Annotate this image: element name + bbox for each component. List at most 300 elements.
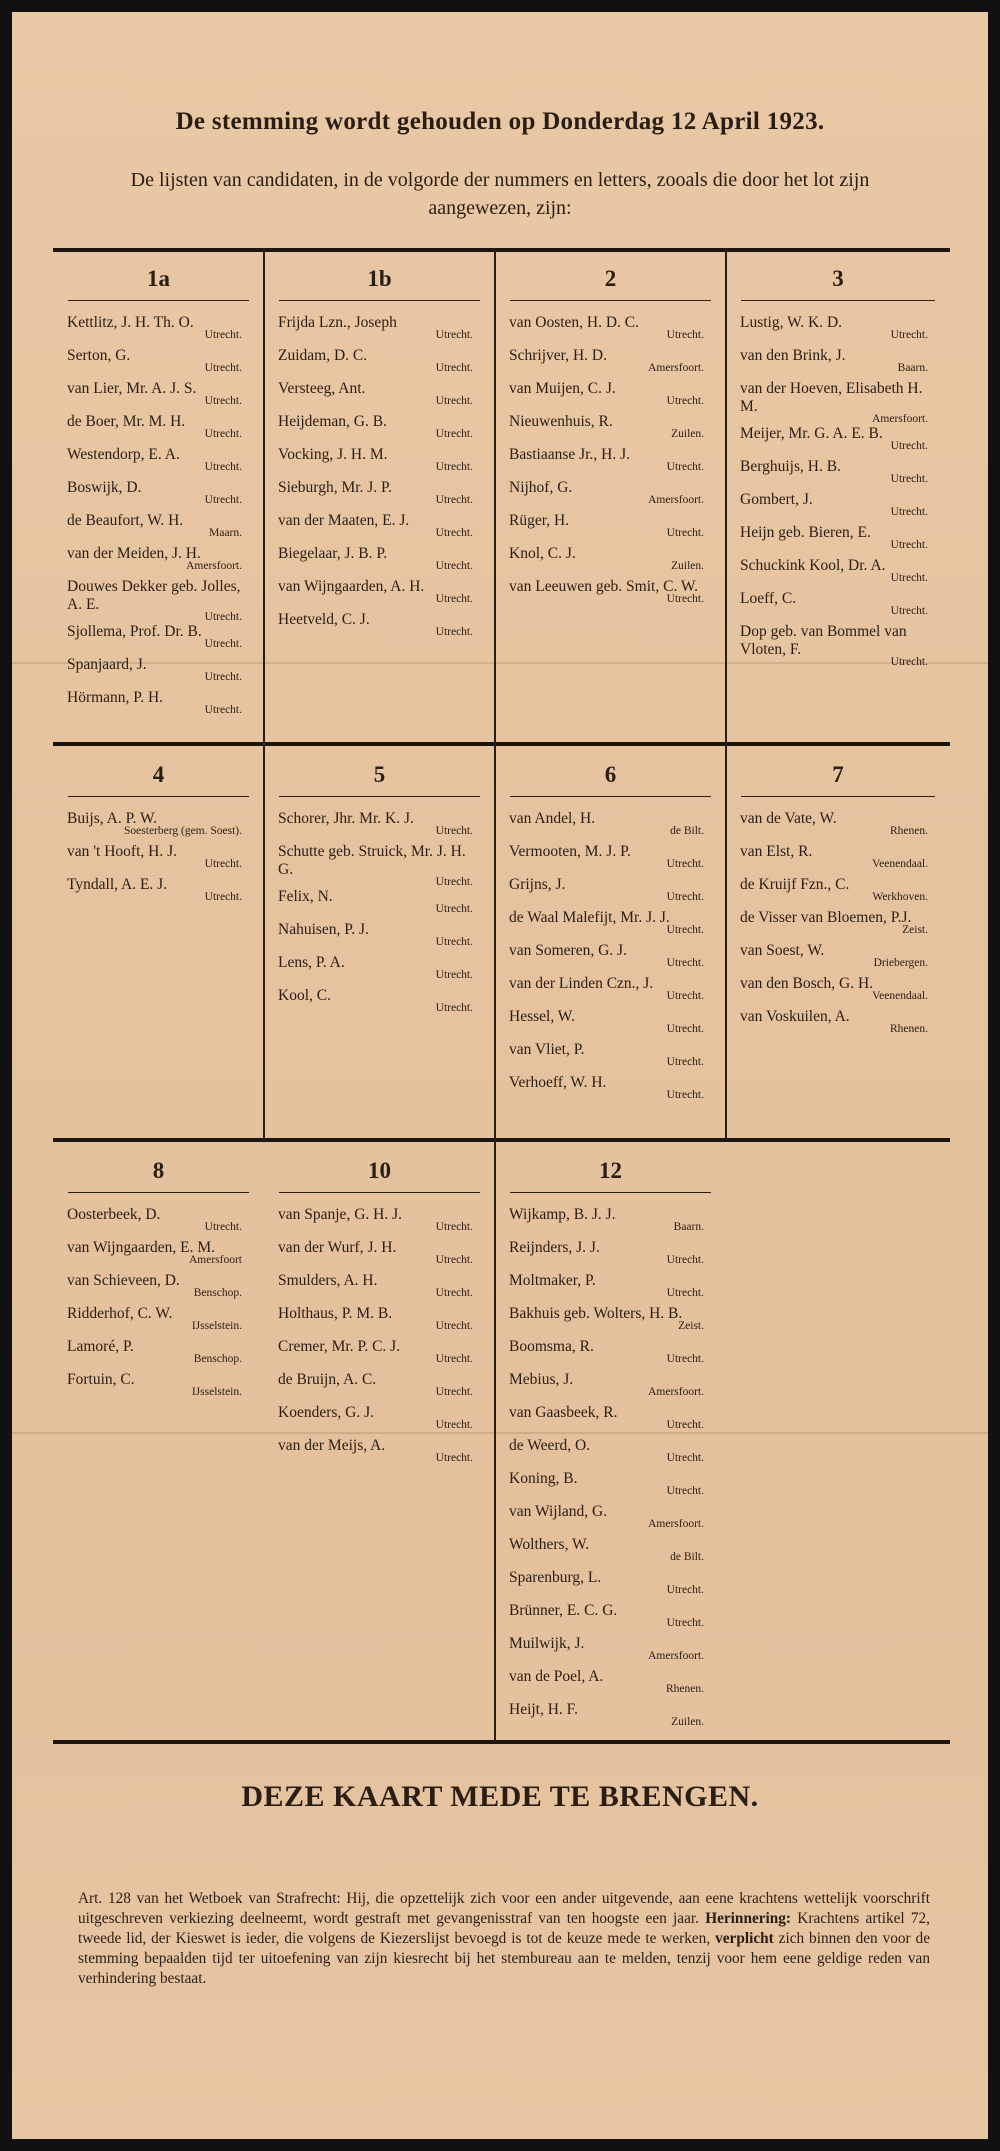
candidate-name: van Spanje, G. H. J. (278, 1206, 402, 1223)
list-header-rule (741, 796, 935, 797)
candidate-residence: Utrecht. (666, 527, 704, 539)
list-number: 6 (604, 762, 617, 787)
candidate-name: de Weerd, O. (509, 1437, 591, 1454)
candidate-name: Heijn geb. Bieren, E. (740, 524, 871, 541)
candidate-name: Lens, P. A. (278, 954, 345, 971)
candidate-entry (495, 1470, 726, 1503)
candidate-name: Knol, C. J. (509, 545, 576, 562)
candidate-list-3 (726, 252, 950, 744)
candidate-residence: Amersfoort. (648, 362, 704, 374)
candidate-residence: Amersfoort. (648, 1386, 704, 1398)
list-number: 7 (832, 762, 844, 787)
candidate-name: Felix, N. (278, 888, 333, 905)
candidate-entries (53, 810, 264, 909)
candidate-entry (726, 1008, 950, 1041)
candidate-entries (495, 1206, 726, 1734)
candidate-list-4 (53, 748, 264, 1140)
candidate-name: Koenders, G. J. (278, 1404, 374, 1421)
candidate-residence: Utrecht. (435, 395, 473, 407)
candidate-list-1b (264, 252, 495, 744)
candidate-residence: Utrecht. (666, 1617, 704, 1629)
candidate-entry (264, 512, 495, 545)
candidate-name: van 't Hooft, H. J. (67, 843, 177, 860)
candidate-name: van Voskuilen, A. (740, 1008, 850, 1025)
candidate-residence: Utrecht. (890, 605, 928, 617)
candidate-name: Dop geb. van Bommel van Vloten, F. (740, 623, 907, 658)
candidate-name: Nahuisen, P. J. (278, 921, 369, 938)
candidate-residence: Utrecht. (204, 329, 242, 341)
candidate-entry (495, 1635, 726, 1668)
candidate-entry (495, 909, 726, 942)
candidate-entry (53, 1371, 264, 1404)
candidate-residence: Utrecht. (890, 440, 928, 452)
candidate-residence: Veenendaal. (872, 990, 928, 1002)
candidate-residence: Utrecht. (435, 903, 473, 915)
candidate-name: Frijda Lzn., Joseph (278, 314, 397, 331)
candidate-entry (264, 479, 495, 512)
candidate-name: Schrijver, H. D. (509, 347, 607, 364)
intro-text: De lijsten van candidaten, in de volgorde der nummers en letters, zooals die door het lot zijn aangewezen, zijn: (130, 169, 870, 219)
list-number: 5 (373, 762, 386, 787)
candidate-entry (726, 380, 950, 425)
candidate-residence: Driebergen. (873, 957, 928, 969)
candidate-residence: Utrecht. (435, 876, 473, 888)
candidate-name: Bakhuis geb. Wolters, H. B. (509, 1305, 683, 1322)
candidate-residence: Utrecht. (666, 1089, 704, 1101)
list-header-rule (279, 1192, 480, 1193)
candidate-name: Schorer, Jhr. Mr. K. J. (278, 810, 414, 827)
candidate-entry (53, 380, 264, 413)
candidate-entry (53, 689, 264, 722)
candidate-residence: Baarn. (673, 1221, 704, 1233)
candidate-entry (726, 623, 950, 668)
candidate-residence: Utrecht. (666, 1419, 704, 1431)
candidate-entry (726, 425, 950, 458)
candidate-list-5 (264, 748, 495, 1140)
candidate-list-12 (495, 1144, 726, 1748)
list-number: 4 (152, 762, 165, 787)
article-128-text: Art. 128 van het Wetboek van Strafrecht: Hij, die opzettelijk zich voor een ander uitgevende, aan eene krachtens wettelijk voorschrift uitgeschreven verkiezing deelneemt, wordt gestraft met gevangenisstraf van ten hoogste een jaar. (78, 1890, 930, 1927)
candidate-entry (53, 623, 264, 656)
candidate-entry (495, 1569, 726, 1602)
candidate-residence: Zeist. (678, 1320, 704, 1332)
candidate-residence: Amersfoort. (648, 494, 704, 506)
candidate-entry (53, 1305, 264, 1338)
candidate-residence: Utrecht. (204, 1221, 242, 1233)
candidate-name: Buijs, A. P. W. (67, 810, 158, 827)
candidate-entry (53, 578, 264, 623)
candidate-entries (264, 314, 495, 644)
candidate-entry (495, 1305, 726, 1338)
candidate-entries (726, 314, 950, 668)
candidate-residence: Utrecht. (666, 461, 704, 473)
list-number: 8 (152, 1158, 165, 1183)
list-header-rule (68, 796, 249, 797)
candidate-entries (726, 810, 950, 1041)
candidate-name: Cremer, Mr. P. C. J. (278, 1338, 401, 1355)
candidate-entry (495, 479, 726, 512)
candidate-name: Westendorp, E. A. (67, 446, 180, 463)
candidate-name: Sparenburg, L. (509, 1569, 602, 1586)
candidate-entry (53, 876, 264, 909)
candidate-entry (264, 1272, 495, 1305)
candidate-entry (53, 479, 264, 512)
candidate-list-8 (53, 1144, 264, 1748)
candidate-name: Tyndall, A. E. J. (67, 876, 168, 893)
candidate-residence: Utrecht. (666, 924, 704, 936)
candidate-name: de Waal Malefijt, Mr. J. J. (509, 909, 670, 926)
candidate-residence: Utrecht. (666, 957, 704, 969)
candidate-entry (264, 1239, 495, 1272)
candidate-name: Serton, G. (67, 347, 131, 364)
candidate-entries (264, 810, 495, 1020)
candidate-name: Lustig, W. K. D. (740, 314, 843, 331)
candidate-entry (495, 1371, 726, 1404)
candidate-residence: Utrecht. (204, 891, 242, 903)
candidate-list-2 (495, 252, 726, 744)
candidate-name: van Andel, H. (509, 810, 596, 827)
candidate-entry (264, 1437, 495, 1470)
reminder-bold: verplicht (715, 1930, 774, 1947)
candidate-name: de Beaufort, W. H. (67, 512, 184, 529)
candidate-residence: Utrecht. (435, 969, 473, 981)
candidate-entry (264, 1371, 495, 1404)
candidate-entry (53, 314, 264, 347)
list-number: 3 (832, 266, 844, 291)
candidate-name: Kool, C. (278, 987, 331, 1004)
candidate-entry (495, 1536, 726, 1569)
candidate-entry (495, 1503, 726, 1536)
candidate-name: van Wijngaarden, A. H. (278, 578, 425, 595)
candidate-entry (495, 347, 726, 380)
candidate-residence: Zuilen. (671, 560, 704, 572)
list-number: 10 (368, 1158, 391, 1183)
candidate-entry (726, 458, 950, 491)
candidate-residence: Utrecht. (204, 638, 242, 650)
candidate-entry (495, 314, 726, 347)
candidate-name: Bastiaanse Jr., H. J. (509, 446, 630, 463)
candidate-residence: Utrecht. (204, 428, 242, 440)
candidate-list-6 (495, 748, 726, 1140)
candidate-residence: Utrecht. (204, 671, 242, 683)
candidate-name: Moltmaker, P. (509, 1272, 596, 1289)
candidate-residence: Utrecht. (435, 428, 473, 440)
candidate-residence: Maarn. (209, 527, 242, 539)
ballot-card (12, 12, 988, 2139)
candidate-name: van Vliet, P. (509, 1041, 585, 1058)
candidate-residence: Utrecht. (435, 461, 473, 473)
candidate-entries (53, 314, 264, 722)
candidate-residence: Utrecht. (204, 461, 242, 473)
bring-card-banner: DEZE KAART MEDE TE BRENGEN. (241, 1780, 759, 1813)
candidate-name: Brünner, E. C. G. (509, 1602, 618, 1619)
list-header-rule (279, 300, 480, 301)
candidate-residence: Utrecht. (435, 1353, 473, 1365)
candidate-entry (495, 1668, 726, 1701)
candidate-residence: Zuilen. (671, 1716, 704, 1728)
candidate-residence: Rhenen. (889, 1023, 928, 1035)
candidate-name: van der Meijs, A. (278, 1437, 386, 1454)
candidate-entry (264, 380, 495, 413)
candidate-name: Vermooten, M. J. P. (509, 843, 631, 860)
candidate-residence: Zuilen. (671, 428, 704, 440)
candidate-residence: Utrecht. (435, 1221, 473, 1233)
candidate-residence: Rhenen. (665, 1683, 704, 1695)
candidate-residence: Utrecht. (435, 362, 473, 374)
candidate-residence: Utrecht. (666, 1485, 704, 1497)
candidate-residence: Utrecht. (666, 858, 704, 870)
candidate-entry (495, 1041, 726, 1074)
list-number: 2 (604, 266, 617, 291)
candidate-name: Loeff, C. (740, 590, 797, 607)
candidate-residence: Utrecht. (435, 494, 473, 506)
candidate-residence: Utrecht. (204, 362, 242, 374)
candidate-entry (53, 1206, 264, 1239)
candidate-entry (264, 888, 495, 921)
candidate-residence: Benschop. (193, 1287, 242, 1299)
candidate-name: Oosterbeek, D. (67, 1206, 161, 1223)
election-date-heading: De stemming wordt gehouden op Donderdag 12 April 1923. (175, 108, 825, 135)
candidate-name: Grijns, J. (509, 876, 566, 893)
candidate-name: Verhoeff, W. H. (509, 1074, 607, 1091)
candidate-name: Heijt, H. F. (509, 1701, 578, 1718)
candidate-entry (264, 1305, 495, 1338)
candidate-name: van der Maaten, E. J. (278, 512, 410, 529)
candidate-entry (726, 942, 950, 975)
reminder-text-2: zich binnen den voor de stemming bepaalden tijd ter uitoefening van zijn kiesrecht bij het stembureau aan te melden, tenzij voor hem eene geldige reden van verhindering bestaat. (78, 1930, 930, 1987)
candidate-entry (495, 1602, 726, 1635)
candidate-entry (495, 446, 726, 479)
candidate-name: van den Brink, J. (740, 347, 846, 364)
candidate-residence: Baarn. (897, 362, 928, 374)
candidate-residence: de Bilt. (670, 1551, 704, 1563)
list-header-rule (510, 300, 711, 301)
candidate-residence: Utrecht. (666, 1353, 704, 1365)
candidate-residence: Amersfoort. (648, 1518, 704, 1530)
candidate-entry (53, 512, 264, 545)
candidate-name: de Visser van Bloemen, P.J. (740, 909, 912, 926)
candidate-entry (53, 843, 264, 876)
candidate-entry (495, 1404, 726, 1437)
candidate-entry (495, 1272, 726, 1305)
candidate-entry (495, 413, 726, 446)
candidate-name: Mebius, J. (509, 1371, 574, 1388)
candidate-entry (495, 1074, 726, 1107)
candidate-name: Smulders, A. H. (278, 1272, 378, 1289)
candidate-name: van der Wurf, J. H. (278, 1239, 397, 1256)
candidate-entry (726, 347, 950, 380)
candidate-name: Koning, B. (509, 1470, 578, 1487)
candidate-entry (495, 1206, 726, 1239)
candidate-entry (264, 446, 495, 479)
list-number: 1a (147, 266, 170, 291)
candidate-residence: Utrecht. (204, 611, 242, 623)
list-header-rule (68, 1192, 249, 1193)
candidate-entry (495, 512, 726, 545)
candidate-name: van Muijen, C. J. (509, 380, 616, 397)
candidate-list-10 (264, 1144, 495, 1748)
candidate-residence: Utrecht. (204, 494, 242, 506)
candidate-entry (264, 1206, 495, 1239)
candidate-residence: Werkhoven. (872, 891, 928, 903)
candidate-residence: Utrecht. (666, 593, 704, 605)
candidate-residence: Utrecht. (890, 656, 928, 668)
candidate-entry (495, 975, 726, 1008)
candidate-name: Heetveld, C. J. (278, 611, 370, 628)
candidate-name: van Gaasbeek, R. (509, 1404, 618, 1421)
reminder-text-1: Krachtens artikel 72, tweede lid, der Kieswet is ieder, die volgens de Kiezerslijst bevoegd is tot de keuze mede te werken, (78, 1910, 931, 1947)
candidate-entry (264, 314, 495, 347)
candidate-name: van Someren, G. J. (509, 942, 627, 959)
candidate-entry (726, 524, 950, 557)
candidate-residence: Utrecht. (204, 704, 242, 716)
candidate-name: Fortuin, C. (67, 1371, 135, 1388)
candidate-entry (495, 876, 726, 909)
candidate-name: Wolthers, W. (509, 1536, 590, 1553)
candidate-name: Berghuijs, H. B. (740, 458, 841, 475)
candidate-residence: Utrecht. (435, 1254, 473, 1266)
list-header-rule (68, 300, 249, 301)
candidate-entry (53, 1239, 264, 1272)
candidate-residence: Utrecht. (666, 990, 704, 1002)
candidate-residence: Utrecht. (666, 329, 704, 341)
candidate-entry (53, 1338, 264, 1371)
candidate-residence: Utrecht. (666, 1056, 704, 1068)
candidate-name: Hörmann, P. H. (67, 689, 164, 706)
candidate-name: van der Hoeven, Elisabeth H. M. (740, 380, 923, 415)
candidate-entry (726, 975, 950, 1008)
candidate-entry (264, 545, 495, 578)
candidate-name: Spanjaard, J. (67, 656, 147, 673)
candidate-residence: Utrecht. (435, 1287, 473, 1299)
candidate-lists-grid (53, 248, 950, 1744)
legal-notice (78, 1889, 930, 1989)
candidate-entry (53, 347, 264, 380)
list-header-rule (279, 796, 480, 797)
list-header-rule (510, 796, 711, 797)
candidate-name: van der Meiden, J. H. (67, 545, 201, 562)
candidate-residence: IJsselstein. (191, 1386, 242, 1398)
candidate-entry (495, 545, 726, 578)
candidate-entry (264, 1338, 495, 1371)
candidate-residence: Amersfoort (188, 1254, 242, 1266)
candidate-entry (53, 810, 264, 843)
candidate-residence: Utrecht. (890, 329, 928, 341)
candidate-entry (53, 413, 264, 446)
candidate-name: Gombert, J. (740, 491, 813, 508)
candidate-entry (726, 491, 950, 524)
candidate-residence: Utrecht. (435, 560, 473, 572)
candidate-name: Nieuwenhuis, R. (509, 413, 613, 430)
candidate-residence: Utrecht. (890, 572, 928, 584)
candidate-residence: Utrecht. (435, 936, 473, 948)
candidate-residence: Utrecht. (890, 539, 928, 551)
candidate-name: Nijhof, G. (509, 479, 573, 496)
candidate-name: Zuidam, D. C. (278, 347, 368, 364)
candidate-residence: Utrecht. (435, 825, 473, 837)
candidate-name: Schuckink Kool, Dr. A. (740, 557, 886, 574)
candidate-name: Hessel, W. (509, 1008, 575, 1025)
candidate-residence: de Bilt. (670, 825, 704, 837)
candidate-entry (264, 1404, 495, 1437)
list-number: 12 (599, 1158, 622, 1183)
candidate-residence: Veenendaal. (872, 858, 928, 870)
candidate-residence: Utrecht. (890, 473, 928, 485)
candidate-residence: Zeist. (902, 924, 928, 936)
candidate-residence: IJsselstein. (191, 1320, 242, 1332)
candidate-entry (495, 810, 726, 843)
candidate-residence: Utrecht. (435, 1419, 473, 1431)
candidate-name: Schutte geb. Struick, Mr. J. H. G. (278, 843, 466, 878)
candidate-name: Boomsma, R. (509, 1338, 594, 1355)
candidate-entry (495, 380, 726, 413)
candidate-entry (495, 1239, 726, 1272)
candidate-name: van de Vate, W. (740, 810, 837, 827)
candidate-residence: Utrecht. (435, 1320, 473, 1332)
candidate-name: Muilwijk, J. (509, 1635, 585, 1652)
candidate-entry (726, 590, 950, 623)
candidate-entry (264, 843, 495, 888)
candidate-name: Douwes Dekker geb. Jolles, A. E. (67, 578, 241, 613)
candidate-residence: Utrecht. (204, 395, 242, 407)
candidate-entries (53, 1206, 264, 1404)
candidate-entry (264, 347, 495, 380)
candidate-entry (264, 921, 495, 954)
candidate-name: Meijer, Mr. G. A. E. B. (740, 425, 883, 442)
candidate-entry (495, 1701, 726, 1734)
candidate-entry (53, 1272, 264, 1305)
candidate-entry (726, 876, 950, 909)
list-number: 1b (367, 266, 392, 291)
candidate-name: van Leeuwen geb. Smit, C. W. (509, 578, 698, 595)
candidate-name: van der Linden Czn., J. (509, 975, 654, 992)
candidate-name: van Schieveen, D. (67, 1272, 180, 1289)
candidate-residence: Utrecht. (666, 1452, 704, 1464)
candidate-entry (726, 810, 950, 843)
candidate-entry (726, 909, 950, 942)
candidate-entry (495, 1338, 726, 1371)
candidate-residence: Rhenen. (889, 825, 928, 837)
candidate-name: Holthaus, P. M. B. (278, 1305, 393, 1322)
candidate-entry (53, 446, 264, 479)
candidate-name: de Kruijf Fzn., C. (740, 876, 850, 893)
candidate-residence: Utrecht. (435, 626, 473, 638)
candidate-name: Ridderhof, C. W. (67, 1305, 173, 1322)
candidate-entry (495, 1008, 726, 1041)
candidate-residence: Amersfoort. (872, 413, 928, 425)
candidate-name: Versteeg, Ant. (278, 380, 366, 397)
candidate-list-1a (53, 252, 264, 744)
candidate-residence: Utrecht. (435, 593, 473, 605)
candidate-entry (495, 578, 726, 611)
candidate-entry (495, 843, 726, 876)
candidate-entries (264, 1206, 495, 1470)
candidate-residence: Utrecht. (435, 1452, 473, 1464)
candidate-residence: Utrecht. (666, 891, 704, 903)
candidate-residence: Utrecht. (435, 1002, 473, 1014)
candidate-name: Boswijk, D. (67, 479, 142, 496)
candidate-name: Vocking, J. H. M. (278, 446, 388, 463)
candidate-entries (495, 314, 726, 611)
candidate-residence: Amersfoort. (648, 1650, 704, 1662)
candidate-entry (495, 1437, 726, 1470)
candidate-residence: Utrecht. (666, 395, 704, 407)
candidate-name: van Lier, Mr. A. J. S. (67, 380, 197, 397)
candidate-entry (264, 611, 495, 644)
candidate-name: van Oosten, H. D. C. (509, 314, 640, 331)
candidate-residence: Utrecht. (666, 1287, 704, 1299)
candidate-entry (264, 987, 495, 1020)
